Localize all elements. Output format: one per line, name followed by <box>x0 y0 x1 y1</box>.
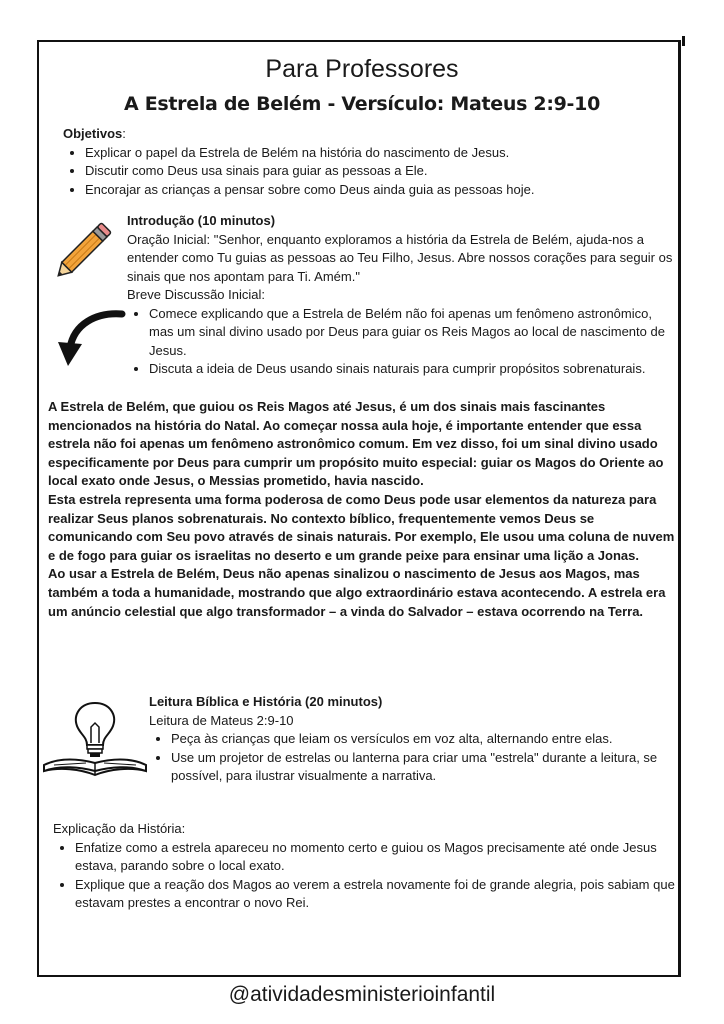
discussion-list <box>127 305 675 379</box>
reading-list <box>149 730 679 786</box>
page-border-corner <box>682 36 685 46</box>
body-paragraph: A Estrela de Belém, que guiou os Reis Magos até Jesus, é um dos sinais mais fascinantes mencionados na história do Natal. Ao começar nossa aula hoje, é importante entender que essa estrela não foi apenas um fenômeno astronômico comum. Em vez disso, foi um sinal divino usado especificamente por Deus para cumprir um propósito muito especial: guiar os Magos do Oriente ao local exato onde Jesus, o Messias prometido, havia nascido. <box>48 399 664 489</box>
footer-handle: @atividadesministerioinfantil <box>228 983 496 1006</box>
discussion-label: Breve Discussão Inicial: <box>127 287 265 302</box>
lightbulb-book-icon <box>40 697 150 779</box>
list-item: • Discuta a ideia de Deus usando sinais naturais para cumprir propósitos sobrenaturais. <box>149 360 675 379</box>
objectives-heading <box>63 125 683 144</box>
reading-reference: Leitura de Mateus 2:9-10 <box>149 712 294 728</box>
pencil-icon <box>48 215 118 287</box>
objectives-list <box>63 144 683 200</box>
list-item: • Explique que a reação dos Magos ao verem a estrela novamente foi de grande alegria, pois sabiam que estavam prestes a encontrar o novo Rei. <box>75 876 678 913</box>
lesson-subtitle: A Estrela de Belém - Versículo: Mateus 2:9-10 <box>123 93 600 115</box>
objectives-section <box>63 125 683 199</box>
list-item: • Explicar o papel da Estrela de Belém na história do nascimento de Jesus. <box>85 144 683 163</box>
body-paragraph: Esta estrela representa uma forma poderosa de como Deus pode usar elementos da natureza para realizar Seus planos sobrenaturais. No contexto bíblico, frequentemente vemos Deus se comunicando com Seu povo através de sinais naturais. Por exemplo, Ele usou uma coluna de nuvem e de fogo para guiar os israelitas no deserto e um grande peixe para ensinar uma lição a Jonas. <box>48 491 675 563</box>
opening-prayer: Oração Inicial: "Senhor, enquanto exploramos a história da Estrela de Belém, ajuda-nos a entender como Tu guias as pessoas ao Teu Filho, Jesus. Abre nossos corações para seguir os sinais que nos apontam para Ti. Amém." <box>127 231 673 284</box>
intro-section <box>127 212 675 379</box>
list-item: • Discutir como Deus usa sinais para guiar as pessoas a Ele. <box>85 162 683 181</box>
explanation-list <box>53 839 678 913</box>
intro-heading: Introdução (10 minutos) <box>127 213 276 228</box>
reading-section <box>149 693 679 786</box>
list-item: • Peça às crianças que leiam os versículos em voz alta, alternando entre elas. <box>171 730 679 749</box>
explanation-section <box>53 820 678 913</box>
page-title: Para Professores <box>265 55 459 83</box>
reading-heading: Leitura Bíblica e História (20 minutos) <box>149 694 383 709</box>
curved-arrow-icon <box>56 308 126 370</box>
list-item: • Use um projetor de estrelas ou lanterna para criar uma "estrela" durante a leitura, se possível, para ilustrar visualmente a narrativa. <box>171 749 679 786</box>
body-paragraph: Ao usar a Estrela de Belém, Deus não apenas sinalizou o nascimento de Jesus aos Magos, mas também a toda a humanidade, mostrando que algo extraordinário estava acontecendo. A estrela era um anúncio celestial que algo transformador – a vinda do Salvador – estava ocorrendo na Terra. <box>48 566 666 619</box>
lesson-body <box>48 398 678 621</box>
list-item: • Encorajar as crianças a pensar sobre como Deus ainda guia as pessoas hoje. <box>85 181 683 200</box>
objectives-colon: : <box>122 126 126 141</box>
list-item: • Comece explicando que a Estrela de Belém não foi apenas um fenômeno astronômico, mas um sinal divino usado por Deus para guiar os Reis Magos ao local de nascimento de Jesus. <box>149 305 675 361</box>
objectives-label: Objetivos <box>63 126 123 141</box>
explanation-label: Explicação da História: <box>53 821 186 836</box>
list-item: • Enfatize como a estrela apareceu no momento certo e guiou os Magos precisamente até onde Jesus estava, parando sobre o local exato. <box>75 839 678 876</box>
